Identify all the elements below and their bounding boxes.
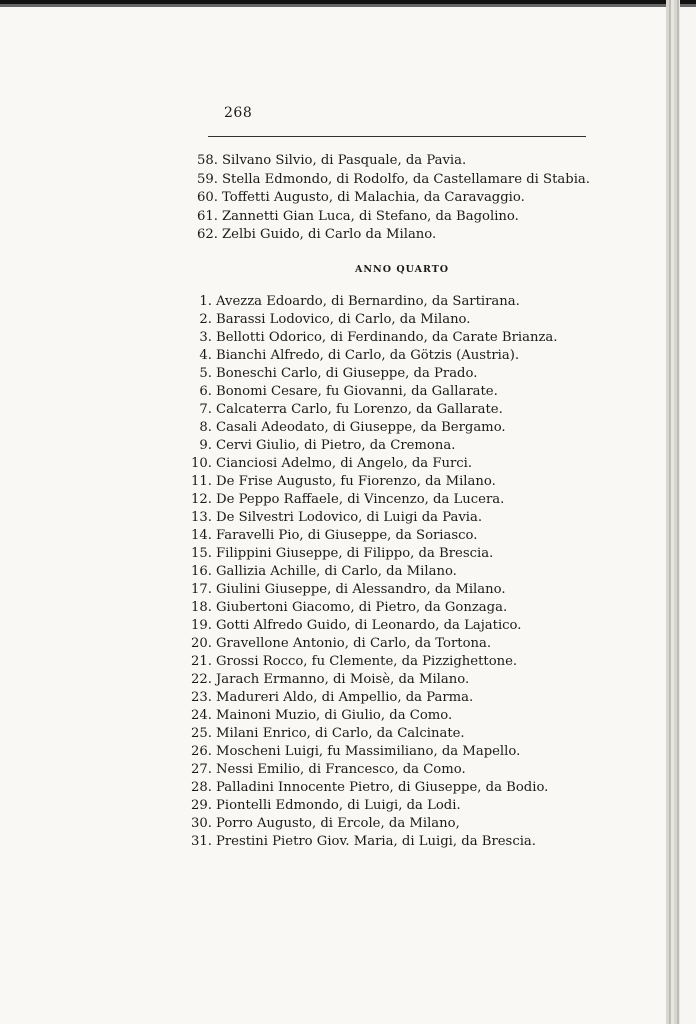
list-item <box>178 438 455 454</box>
list-item <box>178 816 460 832</box>
entry-text: Milani Enrico, di Carlo, da Calcinate. <box>216 726 465 741</box>
entry-number: 21. <box>191 654 212 669</box>
entry-text: Boneschi Carlo, di Giuseppe, da Prado. <box>216 366 478 381</box>
list-item <box>178 708 452 724</box>
list-item <box>178 330 557 346</box>
entry-number: 10. <box>191 456 212 471</box>
list-item <box>178 834 536 850</box>
entry-text: Madureri Aldo, di Ampellio, da Parma. <box>216 690 474 705</box>
list-item <box>178 456 472 472</box>
entry-text: Silvano Silvio, di Pasquale, da Pavia. <box>222 153 467 168</box>
list-item <box>178 690 473 706</box>
list-item <box>178 582 506 598</box>
list-item <box>178 348 519 364</box>
list-item <box>184 209 519 225</box>
entry-number: 6. <box>199 384 212 399</box>
entry-number: 3. <box>199 330 212 345</box>
entry-number: 23. <box>191 690 212 705</box>
list-item <box>184 190 525 206</box>
entry-text: Palladini Innocente Pietro, di Giuseppe, da Bodio. <box>216 780 549 795</box>
list-item <box>178 654 517 670</box>
list-item <box>178 546 493 562</box>
entry-number: 14. <box>191 528 212 543</box>
list-item <box>178 798 461 814</box>
entry-text: De Peppo Raffaele, di Vincenzo, da Lucera. <box>216 492 505 507</box>
entry-text: Cianciosi Adelmo, di Angelo, da Furci. <box>216 456 473 471</box>
entry-number: 26. <box>191 744 212 759</box>
entry-text: Mainoni Muzio, di Giulio, da Como. <box>216 708 453 723</box>
entry-text: Stella Edmondo, di Rodolfo, da Castellamare di Stabia. <box>222 171 590 187</box>
entry-number: 7. <box>199 402 212 417</box>
entry-text: Toffetti Augusto, di Malachia, da Caravaggio. <box>222 190 525 205</box>
entry-text: Bianchi Alfredo, di Carlo, da Götzis (Austria). <box>216 348 520 363</box>
list-item <box>178 366 477 382</box>
entry-number: 28. <box>191 780 212 795</box>
entry-number: 8. <box>199 420 212 435</box>
list-item <box>178 528 477 544</box>
entry-text: De Silvestri Lodovico, di Luigi da Pavia. <box>216 510 483 525</box>
entry-number: 30. <box>191 816 212 831</box>
list-item <box>184 153 466 169</box>
entry-number: 12. <box>191 492 212 507</box>
entry-number: 15. <box>191 546 212 561</box>
entry-number: 24. <box>191 708 212 723</box>
entry-text: Bellotti Odorico, di Ferdinando, da Carate Brianza. <box>216 330 558 345</box>
list-item <box>178 600 507 616</box>
scan-binding-edge <box>666 0 680 1024</box>
entry-text: Prestini Pietro Giov. Maria, di Luigi, da Brescia. <box>216 834 536 849</box>
list-item <box>178 294 520 310</box>
entry-text: Gravellone Antonio, di Carlo, da Tortona. <box>216 636 492 651</box>
list-item <box>178 402 503 418</box>
entry-number: 59. <box>197 171 218 187</box>
section-heading: ANNO QUARTO <box>355 264 450 275</box>
entry-number: 16. <box>191 564 212 579</box>
entry-text: Zannetti Gian Luca, di Stefano, da Bagolino. <box>222 208 519 224</box>
page-number: 268 <box>224 105 253 121</box>
entry-text: Casali Adeodato, di Giuseppe, da Bergamo. <box>216 420 506 435</box>
entry-number: 58. <box>197 153 218 168</box>
entry-text: Porro Augusto, di Ercole, da Milano, <box>216 816 460 831</box>
list-item <box>178 312 470 328</box>
list-item <box>178 744 520 760</box>
entry-number: 25. <box>191 726 212 741</box>
entry-text: Giubertoni Giacomo, di Pietro, da Gonzaga. <box>216 600 508 615</box>
entry-number: 2. <box>199 312 212 327</box>
entry-text: Faravelli Pio, di Giuseppe, da Soriasco. <box>216 528 478 543</box>
entry-text: Bonomi Cesare, fu Giovanni, da Gallarate. <box>216 384 498 399</box>
list-item <box>184 172 590 188</box>
entry-text: Moscheni Luigi, fu Massimiliano, da Mapello. <box>216 744 521 759</box>
list-item <box>178 636 491 652</box>
list-item <box>178 510 482 526</box>
list-item <box>178 726 465 742</box>
entry-number: 9. <box>199 438 212 453</box>
list-item <box>178 420 506 436</box>
entry-number: 31. <box>191 834 212 849</box>
entry-number: 22. <box>191 672 212 687</box>
list-item <box>178 780 548 796</box>
entry-number: 18. <box>191 600 212 615</box>
entry-number: 1. <box>199 294 212 309</box>
entry-number: 19. <box>191 618 212 633</box>
entry-text: Jarach Ermanno, di Moisè, da Milano. <box>216 672 470 687</box>
scan-top-edge <box>0 0 696 7</box>
list-item <box>184 227 436 243</box>
entry-text: Grossi Rocco, fu Clemente, da Pizzighettone. <box>216 654 518 669</box>
entry-number: 13. <box>191 510 212 525</box>
entry-text: Giulini Giuseppe, di Alessandro, da Milano. <box>216 582 506 597</box>
entry-number: 20. <box>191 636 212 651</box>
header-rule <box>208 136 586 137</box>
list-item <box>178 564 457 580</box>
entry-text: Calcaterra Carlo, fu Lorenzo, da Gallarate. <box>216 402 503 417</box>
entry-number: 5. <box>199 366 212 381</box>
entry-text: Gallizia Achille, di Carlo, da Milano. <box>216 564 457 579</box>
list-item <box>178 384 498 400</box>
entry-text: Zelbi Guido, di Carlo da Milano. <box>222 227 437 242</box>
entry-number: 11. <box>191 474 212 489</box>
entry-text: Barassi Lodovico, di Carlo, da Milano. <box>216 312 471 327</box>
list-item <box>178 474 496 490</box>
entry-text: Nessi Emilio, di Francesco, da Como. <box>216 762 466 777</box>
entry-number: 29. <box>191 798 212 813</box>
list-item <box>178 492 504 508</box>
entry-text: Filippini Giuseppe, di Filippo, da Brescia. <box>216 546 494 561</box>
entry-number: 61. <box>197 208 218 224</box>
entry-text: Avezza Edoardo, di Bernardino, da Sartirana. <box>216 294 520 309</box>
entry-text: Piontelli Edmondo, di Luigi, da Lodi. <box>216 798 461 813</box>
entry-number: 27. <box>191 762 212 777</box>
entry-number: 4. <box>199 348 212 363</box>
list-item <box>178 672 469 688</box>
entry-text: De Frise Augusto, fu Fiorenzo, da Milano. <box>216 474 496 489</box>
entry-text: Gotti Alfredo Guido, di Leonardo, da Lajatico. <box>216 618 522 633</box>
entry-number: 60. <box>197 190 218 205</box>
entry-number: 62. <box>197 227 218 242</box>
list-item <box>178 618 521 634</box>
entry-number: 17. <box>191 582 212 597</box>
list-item <box>178 762 466 778</box>
entry-text: Cervi Giulio, di Pietro, da Cremona. <box>216 438 456 453</box>
